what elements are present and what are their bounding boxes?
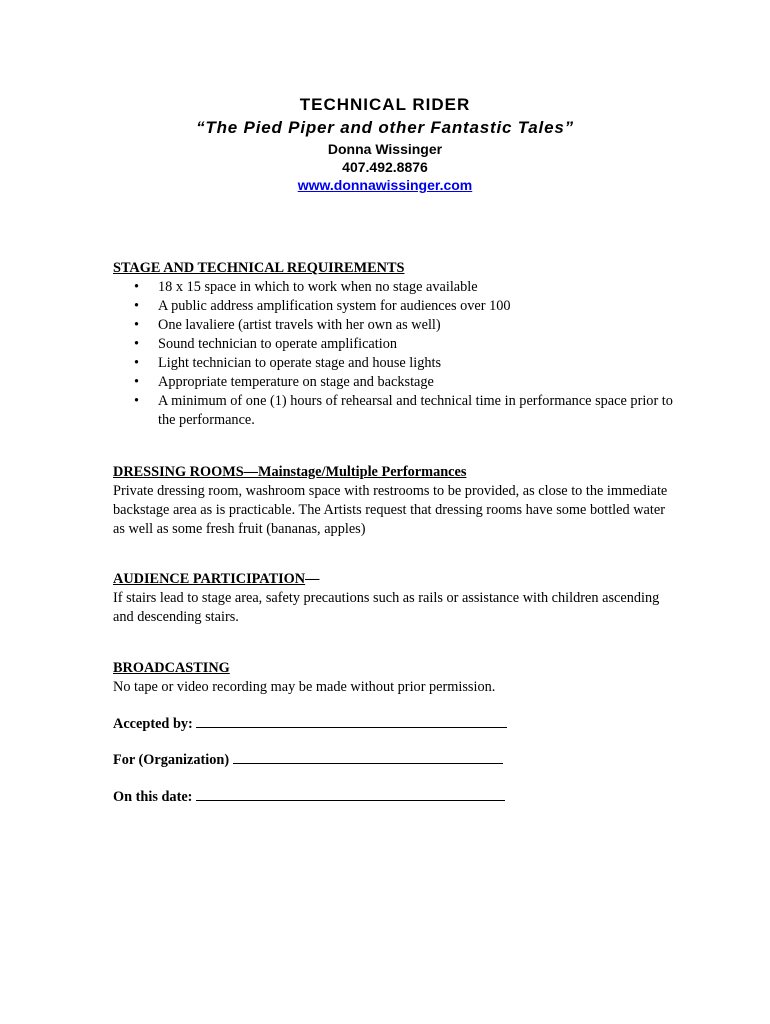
accepted-by-label: Accepted by:: [113, 716, 193, 732]
list-item: • A minimum of one (1) hours of rehearsal and technical time in performance space prior to the performance.: [134, 393, 673, 428]
broadcasting-body: No tape or video recording may be made without prior permission.: [113, 679, 496, 695]
artist-phone: 407.492.8876: [342, 159, 428, 175]
bullet-icon: •: [134, 355, 140, 371]
dressing-rooms-body: Private dressing room, washroom space with restrooms to be provided, as close to the immediate backstage area as is practicable. The Artists request that dressing rooms have some bottled water as well as some fresh fruit (bananas, apples): [113, 483, 668, 537]
date-row: [113, 786, 673, 807]
audience-participation-section: [113, 570, 673, 627]
dressing-rooms-section: [113, 463, 673, 539]
website-link[interactable]: www.donnawissinger.com: [297, 177, 473, 193]
accepted-by-field[interactable]: [196, 713, 507, 728]
bullet-icon: •: [134, 279, 140, 295]
document-header: [0, 94, 770, 195]
bullet-icon: •: [134, 393, 140, 409]
list-item: • Sound technician to operate amplification: [134, 336, 397, 352]
broadcasting-heading: BROADCASTING: [113, 660, 230, 676]
stage-requirements-list: [113, 278, 673, 430]
bullet-icon: •: [134, 336, 140, 352]
organization-row: [113, 749, 673, 770]
audience-participation-heading: AUDIENCE PARTICIPATION: [113, 571, 306, 587]
list-item: • 18 x 15 space in which to work when no stage available: [134, 279, 478, 295]
list-item: • Appropriate temperature on stage and backstage: [134, 374, 434, 390]
audience-participation-body: If stairs lead to stage area, safety precautions such as rails or assistance with children ascending and descending stairs.: [113, 590, 660, 625]
stage-requirements-section: [113, 259, 673, 430]
bullet-icon: •: [134, 374, 140, 390]
broadcasting-section: [113, 659, 673, 697]
document-title: TECHNICAL RIDER: [299, 95, 471, 114]
artist-name: Donna Wissinger: [327, 141, 443, 157]
document-subtitle: “The Pied Piper and other Fantastic Tales”: [196, 118, 574, 137]
list-item: • Light technician to operate stage and house lights: [134, 355, 442, 371]
date-label: On this date:: [113, 789, 193, 805]
list-item: • One lavaliere (artist travels with her own as well): [134, 317, 441, 333]
accepted-by-row: [113, 713, 673, 734]
organization-field[interactable]: [233, 749, 503, 764]
bullet-icon: •: [134, 298, 140, 314]
dressing-rooms-heading: DRESSING ROOMS—Mainstage/Multiple Performances: [113, 464, 467, 480]
organization-label: For (Organization): [113, 752, 230, 768]
bullet-icon: •: [134, 317, 140, 333]
date-field[interactable]: [196, 786, 505, 801]
audience-participation-heading-row: [113, 570, 673, 589]
heading-dash: —: [305, 571, 320, 587]
list-item: • A public address amplification system for audiences over 100: [134, 298, 511, 314]
stage-requirements-heading: STAGE AND TECHNICAL REQUIREMENTS: [113, 260, 405, 276]
